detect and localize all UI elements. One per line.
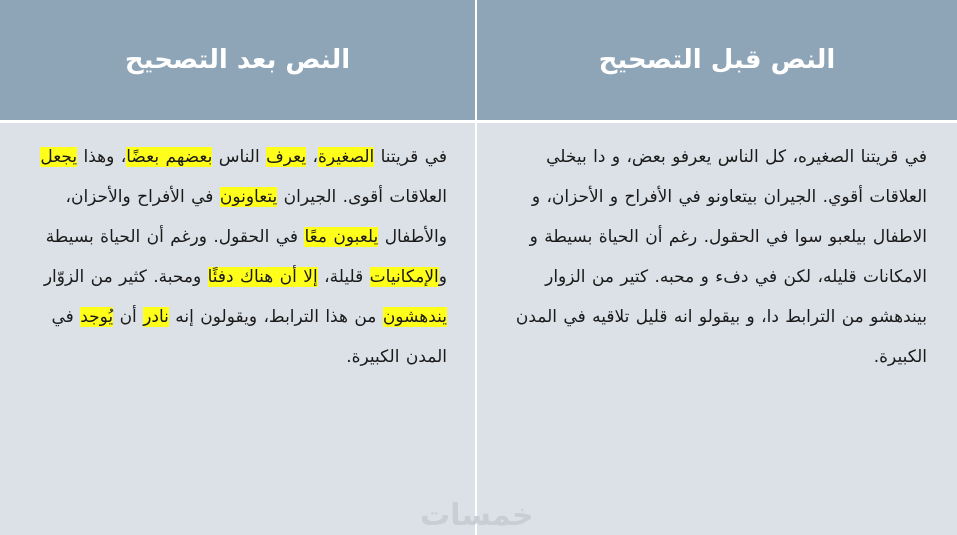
before-text-paragraph: في قريتنا الصغيره، كل الناس يعرفو بعض، و دا بيخلي العلاقات أقوي. الجيران بيتعاونو في الأفراح و الأحزان، و الاطفال بيلعبو سوا في الحقول. رغم أن الحياة بسيطة و الامكانات قليله، لكن في دفء و محبه. كتير من الزوار بيندهشو من الترابط دا، و بيقولو انه قليل تلاقيه في المدن الكبيرة. bbox=[515, 147, 927, 367]
highlighted-correction: الصغيرة bbox=[317, 147, 375, 167]
text-segment: في قريتنا bbox=[374, 147, 447, 167]
text-segment: ومحبة. كثير من الزوّار bbox=[43, 267, 208, 287]
text-segment: من هذا الترابط، ويقولون إنه bbox=[168, 307, 383, 327]
highlighted-correction: إلا أن هناك دفئًا bbox=[207, 267, 318, 287]
text-segment: في الأفراح والأحزان، والأطفال bbox=[65, 187, 447, 247]
highlighted-correction: نادر bbox=[143, 307, 169, 327]
highlighted-correction: الإمكانيات bbox=[369, 267, 439, 287]
header-before-title: النص قبل التصحيح bbox=[598, 45, 836, 75]
text-segment: أن bbox=[113, 307, 144, 327]
text-segment: في الحقول. ورغم أن الحياة بسيطة و bbox=[45, 227, 447, 287]
after-text-paragraph bbox=[22, 137, 447, 377]
highlighted-correction: يعرف bbox=[266, 147, 307, 167]
cell-before-correction bbox=[477, 123, 957, 535]
highlighted-correction: يتعاونون bbox=[219, 187, 278, 207]
text-segment: العلاقات أقوى. الجيران bbox=[277, 187, 447, 207]
highlighted-correction: يجعل bbox=[40, 147, 78, 167]
highlighted-correction: يلعبون معًا bbox=[304, 227, 379, 247]
highlighted-correction: يُوجد bbox=[80, 307, 114, 327]
header-after-correction bbox=[0, 0, 477, 123]
highlighted-correction: بعضهم بعضًا bbox=[126, 147, 213, 167]
text-segment: في المدن الكبيرة. bbox=[51, 307, 447, 367]
text-segment: الناس bbox=[212, 147, 267, 167]
text-segment: قليلة، bbox=[317, 267, 370, 287]
text-segment: ، bbox=[306, 147, 318, 167]
watermark-logo: خمسات bbox=[420, 498, 534, 533]
header-after-title: النص بعد التصحيح bbox=[124, 45, 351, 75]
highlighted-correction: يندهشون bbox=[382, 307, 447, 327]
cell-after-correction bbox=[0, 123, 477, 535]
text-segment: ، وهذا bbox=[77, 147, 127, 167]
header-before-correction bbox=[477, 0, 957, 123]
